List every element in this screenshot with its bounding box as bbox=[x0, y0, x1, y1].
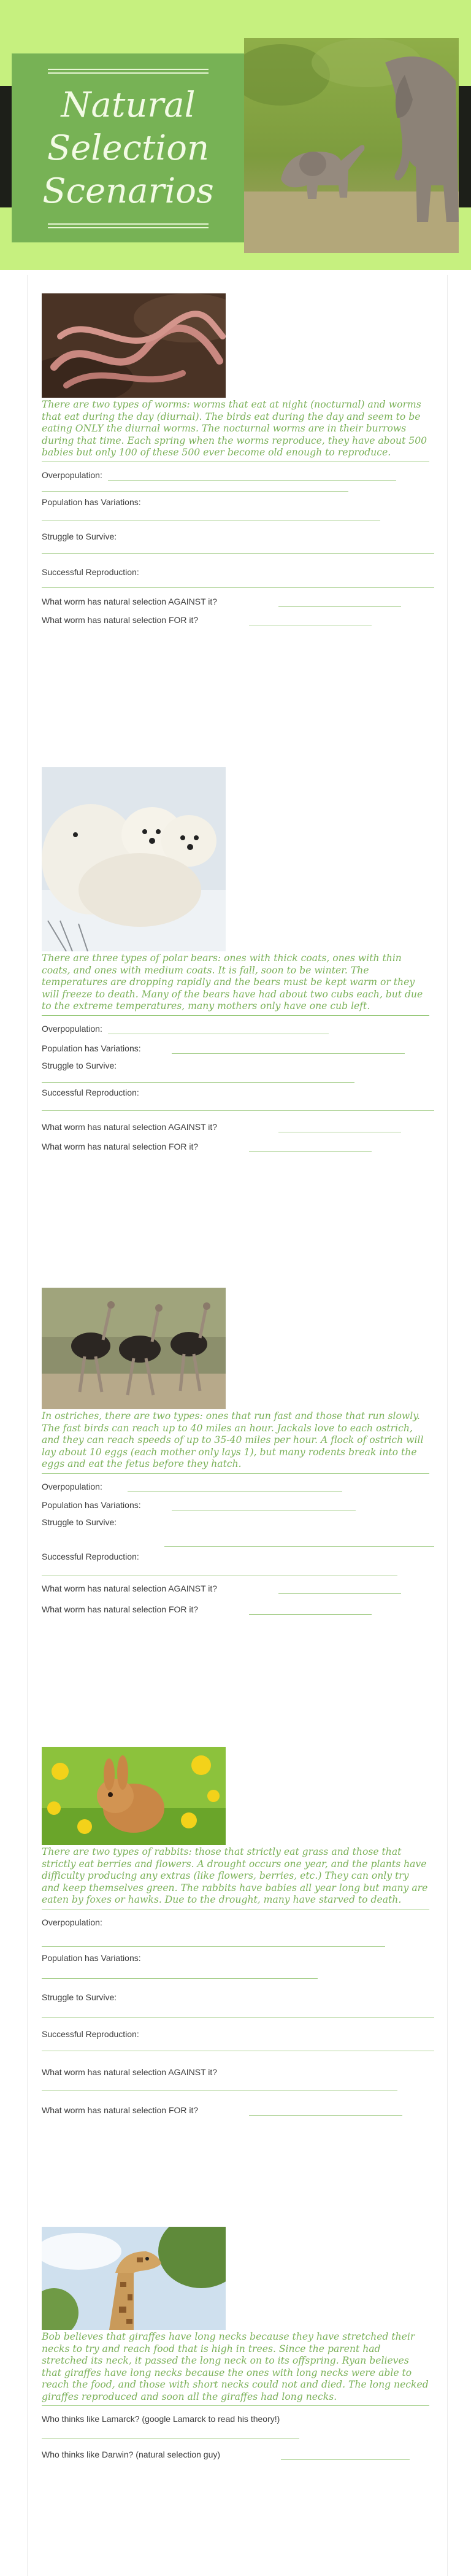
question-label: Successful Reproduction: bbox=[42, 2029, 139, 2039]
question-overpopulation bbox=[42, 1023, 434, 1043]
title-divider bbox=[48, 69, 209, 70]
question-reproduction bbox=[42, 1551, 434, 1578]
question-label: Population has Variations: bbox=[42, 497, 141, 507]
question-label: Successful Reproduction: bbox=[42, 1087, 139, 1097]
question-label: What worm has natural selection AGAINST it? bbox=[42, 2067, 218, 2077]
question-against bbox=[42, 2067, 434, 2105]
answer-line[interactable] bbox=[42, 1946, 385, 1947]
question-struggle bbox=[42, 1060, 434, 1087]
scenario-giraffes bbox=[42, 2227, 434, 2464]
question-reproduction bbox=[42, 1087, 434, 1113]
question-label: Overpopulation: bbox=[42, 1023, 102, 1034]
answer-line[interactable] bbox=[42, 491, 348, 492]
title-divider bbox=[48, 72, 209, 74]
elephants-photo bbox=[244, 38, 459, 253]
question-label: What worm has natural selection FOR it? bbox=[42, 1141, 199, 1151]
divider bbox=[42, 1473, 429, 1474]
answer-line[interactable] bbox=[128, 1491, 342, 1492]
answer-line[interactable] bbox=[278, 1593, 401, 1594]
question-label: What worm has natural selection FOR it? bbox=[42, 614, 199, 625]
answer-line[interactable] bbox=[108, 480, 396, 481]
answer-line[interactable] bbox=[249, 1151, 372, 1152]
question-struggle bbox=[42, 531, 434, 558]
question-for bbox=[42, 2105, 434, 2132]
question-for bbox=[42, 1141, 434, 1156]
question-overpopulation bbox=[42, 1917, 434, 1952]
answer-line[interactable] bbox=[281, 2459, 410, 2460]
question-label: Who thinks like Lamarck? (google Lamarck to read his theory!) bbox=[42, 2414, 280, 2424]
question-label: Population has Variations: bbox=[42, 1952, 141, 1963]
giraffe-photo bbox=[42, 2227, 226, 2330]
question-variations bbox=[42, 1952, 434, 1992]
title-divider bbox=[48, 227, 209, 228]
question-label: Struggle to Survive: bbox=[42, 1992, 117, 2002]
question-overpopulation bbox=[42, 1481, 434, 1499]
answer-line[interactable] bbox=[42, 587, 434, 588]
question-struggle bbox=[42, 1992, 434, 2029]
question-against bbox=[42, 1121, 434, 1141]
scenario-text: There are two types of rabbits: those that strictly eat grass and those that strictly eat berries and flowers. A drought occurs one year, and the plants have difficulty producing any extras (like flowers, berries, etc.) They can only try and keep themselves green. The rabbits have babies all year long but many are eaten by foxes or hawks. Due to the drought, many have starved to death. bbox=[42, 1846, 428, 1905]
question-label: What worm has natural selection FOR it? bbox=[42, 2105, 199, 2115]
question-label: Overpopulation: bbox=[42, 1481, 102, 1491]
scenario-worms bbox=[42, 293, 434, 629]
title-box bbox=[12, 54, 244, 242]
answer-line[interactable] bbox=[42, 553, 434, 554]
question-variations bbox=[42, 1043, 434, 1060]
scenario-ostriches bbox=[42, 1288, 434, 1619]
question-label: Successful Reproduction: bbox=[42, 1551, 139, 1561]
answer-line[interactable] bbox=[249, 2115, 402, 2116]
question-variations bbox=[42, 497, 434, 526]
answer-line[interactable] bbox=[42, 2017, 434, 2018]
question-variations bbox=[42, 1499, 434, 1517]
page-title: Natural Selection Scenarios bbox=[42, 85, 214, 211]
question-label: Struggle to Survive: bbox=[42, 1060, 117, 1070]
question-label: Struggle to Survive: bbox=[42, 531, 117, 541]
question-label: What worm has natural selection AGAINST it? bbox=[42, 596, 218, 606]
scenario-polar-bears bbox=[42, 767, 434, 1156]
question-reproduction bbox=[42, 567, 434, 591]
answer-line[interactable] bbox=[172, 1053, 405, 1054]
divider bbox=[42, 2405, 429, 2406]
question-label: Population has Variations: bbox=[42, 1499, 141, 1510]
worms-photo bbox=[42, 293, 226, 398]
rabbit-photo bbox=[42, 1747, 226, 1845]
ostriches-photo bbox=[42, 1288, 226, 1409]
polar-bears-photo bbox=[42, 767, 226, 951]
title-divider bbox=[48, 223, 209, 225]
question-label: Who thinks like Darwin? (natural selection guy) bbox=[42, 2450, 221, 2459]
answer-line[interactable] bbox=[42, 1110, 434, 1111]
question-label: Population has Variations: bbox=[42, 1043, 141, 1053]
question-against bbox=[42, 596, 434, 614]
scenario-text: There are two types of worms: worms that eat at night (nocturnal) and worms that eat during the day (diurnal). The birds eat during the day and seem to be eating ONLY the diurnal worms. The nocturnal worms are in their burrows during that time. Each spring when the worms reproduce, they have about 500 babies but only 100 of these 500 ever become old enough to reproduce. bbox=[42, 399, 427, 458]
question-label: What worm has natural selection AGAINST it? bbox=[42, 1583, 218, 1593]
scenario-rabbits bbox=[42, 1747, 434, 2132]
divider bbox=[42, 1015, 429, 1016]
question-label: Successful Reproduction: bbox=[42, 567, 139, 577]
scenario-text: Bob believes that giraffes have long necks because they have stretched their necks to try and reach food that is high in trees. Since the parent had stretched its neck, it passed the long neck on to its offspring. Ryan believes that giraffes have long necks because the ones with long necks were able to reach the food, and those with short necks could not and died. The long necked giraffes reproduced and soon all the giraffes had long necks. bbox=[42, 2331, 429, 2402]
header-banner bbox=[0, 0, 471, 270]
answer-line[interactable] bbox=[42, 2090, 397, 2091]
question-reproduction bbox=[42, 2029, 434, 2067]
answer-line[interactable] bbox=[42, 2438, 299, 2439]
question-label: What worm has natural selection FOR it? bbox=[42, 1604, 199, 1614]
question-overpopulation bbox=[42, 470, 434, 493]
question-darwin bbox=[42, 2449, 434, 2464]
answer-line[interactable] bbox=[164, 1546, 434, 1547]
answer-line[interactable] bbox=[249, 1614, 372, 1615]
question-for bbox=[42, 614, 434, 629]
question-label: Overpopulation: bbox=[42, 470, 102, 480]
answer-line[interactable] bbox=[278, 606, 401, 607]
answer-line[interactable] bbox=[42, 1082, 354, 1083]
question-label: What worm has natural selection AGAINST it? bbox=[42, 1121, 218, 1132]
scenario-text: In ostriches, there are two types: ones that run fast and those that run slowly. The fast birds can reach up to 40 miles an hour. Jackals love to each ostrich, and they can reach speeds of up to 35-40 miles per hour. A flock of ostrich will lay about 10 eggs (each mother only lays 1), but many rodents break into the eggs and eat the fetus before they hatch. bbox=[42, 1410, 424, 1469]
question-label: Struggle to Survive: bbox=[42, 1517, 117, 1527]
answer-line[interactable] bbox=[42, 1978, 318, 1979]
question-against bbox=[42, 1583, 434, 1604]
question-lamarck bbox=[42, 2413, 434, 2449]
scenario-text: There are three types of polar bears: ones with thick coats, ones with thin coats, and ones with medium coats. It is fall, soon to be winter. The temperatures are dropping rapidly and the bears must be kept warm or they will freeze to death. Many of the bears have had about two cubs each, but due to the extreme temperatures, many mothers only have one cub left. bbox=[42, 953, 423, 1011]
question-struggle bbox=[42, 1517, 434, 1551]
question-label: Overpopulation: bbox=[42, 1917, 102, 1927]
question-for bbox=[42, 1604, 434, 1619]
